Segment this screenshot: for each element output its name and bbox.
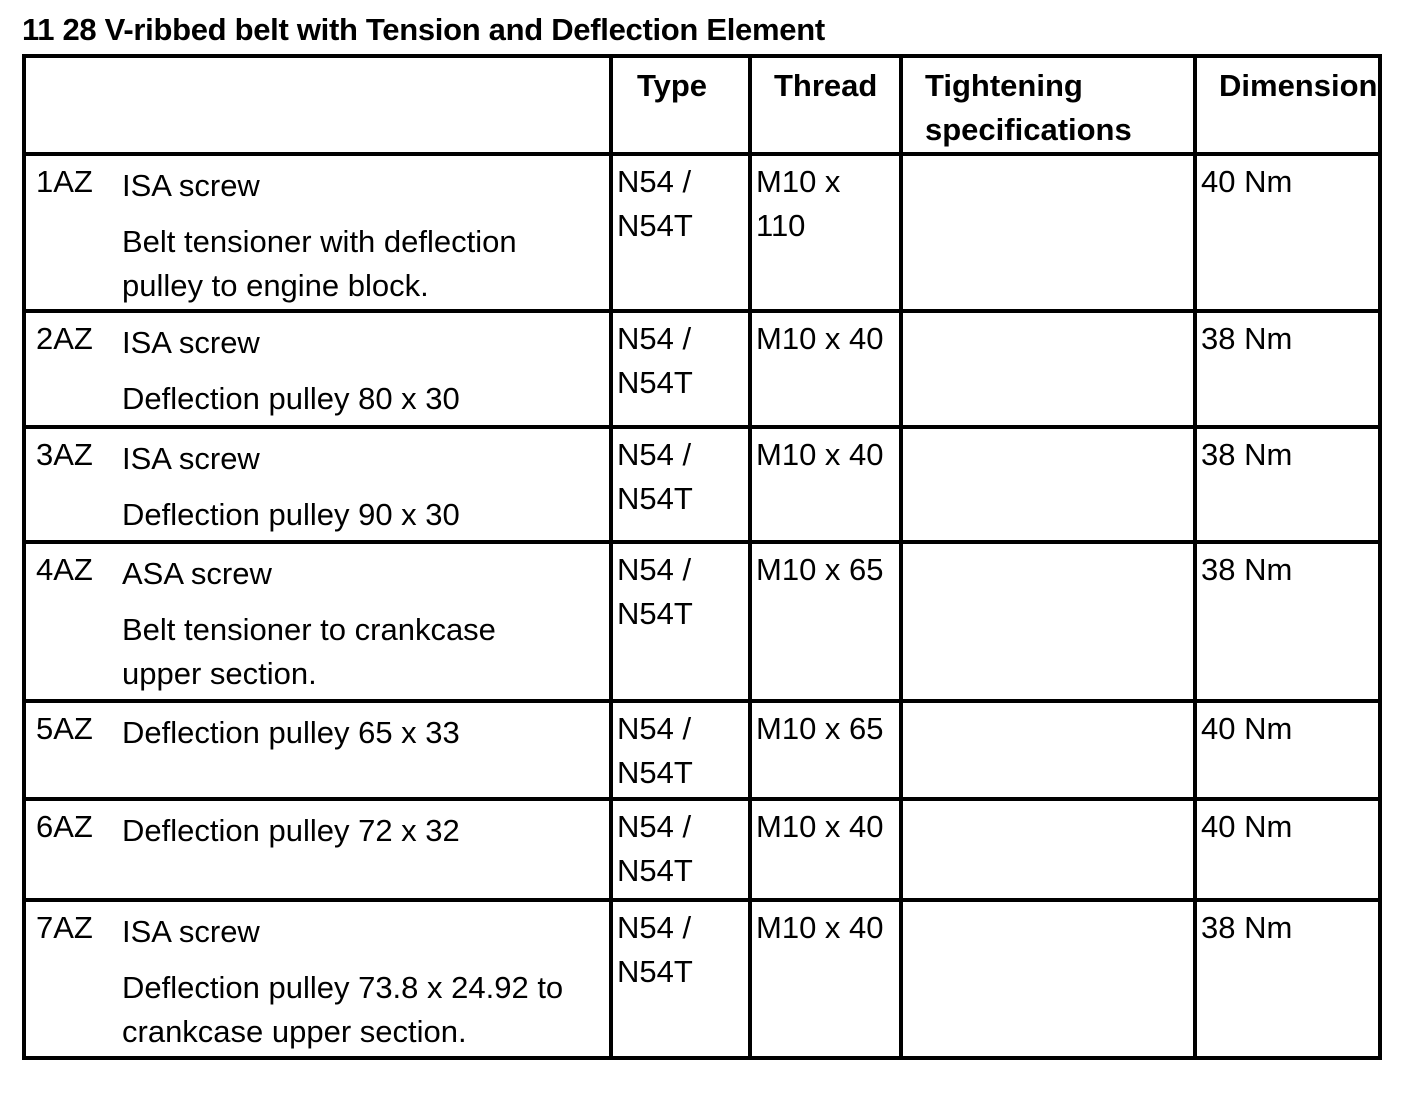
item-name: Deflection pulley 65 x 33 <box>122 715 460 750</box>
type-cell: N54 / N54T <box>611 311 750 427</box>
thread-cell: M10 x 110 <box>750 154 901 311</box>
dimension-cell: 38 Nm <box>1195 542 1380 701</box>
type-cell: N54 / N54T <box>611 701 750 799</box>
type-cell: N54 / N54T <box>611 900 750 1058</box>
item-name: ISA screw <box>122 914 260 949</box>
type-cell: N54 / N54T <box>611 799 750 900</box>
dimension-cell: 40 Nm <box>1195 701 1380 799</box>
item-description: Belt tensioner to crankcase upper section. <box>122 612 496 691</box>
type-cell: N54 / N54T <box>611 542 750 701</box>
thread-cell: M10 x 40 <box>750 427 901 542</box>
item-id: 2AZ <box>36 321 93 356</box>
table-row <box>24 799 1380 900</box>
item-id: 5AZ <box>36 711 93 746</box>
item-description: Deflection pulley 80 x 30 <box>122 381 460 416</box>
item-cell <box>24 701 611 799</box>
thread-cell: M10 x 65 <box>750 542 901 701</box>
item-cell <box>24 154 611 311</box>
page-title: 11 28 V-ribbed belt with Tension and Deflection Element <box>22 12 825 47</box>
item-id: 1AZ <box>36 164 93 199</box>
item-cell <box>24 900 611 1058</box>
table-row <box>24 311 1380 427</box>
table-row <box>24 154 1380 311</box>
spec-table <box>22 54 1382 1060</box>
thread-cell: M10 x 40 <box>750 900 901 1058</box>
tightening-cell <box>901 701 1195 799</box>
header-row <box>24 56 1380 154</box>
tightening-cell <box>901 154 1195 311</box>
item-cell <box>24 799 611 900</box>
tightening-cell <box>901 799 1195 900</box>
table-row <box>24 900 1380 1058</box>
tightening-cell <box>901 311 1195 427</box>
header-type: Type <box>611 56 750 154</box>
header-item <box>24 56 611 154</box>
tightening-cell <box>901 900 1195 1058</box>
item-cell <box>24 311 611 427</box>
header-thread: Thread <box>750 56 901 154</box>
tightening-cell <box>901 427 1195 542</box>
item-id: 4AZ <box>36 552 93 587</box>
item-cell <box>24 427 611 542</box>
thread-cell: M10 x 65 <box>750 701 901 799</box>
item-name: ASA screw <box>122 556 272 591</box>
item-name: ISA screw <box>122 441 260 476</box>
thread-cell: M10 x 40 <box>750 311 901 427</box>
table-row <box>24 427 1380 542</box>
dimension-cell: 40 Nm <box>1195 154 1380 311</box>
header-tightening: Tightening specifications <box>901 56 1195 154</box>
table-row <box>24 701 1380 799</box>
thread-cell: M10 x 40 <box>750 799 901 900</box>
item-name: ISA screw <box>122 168 260 203</box>
dimension-cell: 40 Nm <box>1195 799 1380 900</box>
item-description: Deflection pulley 90 x 30 <box>122 497 460 532</box>
header-dimension: Dimension <box>1195 56 1380 154</box>
type-cell: N54 / N54T <box>611 427 750 542</box>
item-id: 6AZ <box>36 809 93 844</box>
dimension-cell: 38 Nm <box>1195 427 1380 542</box>
item-description: Deflection pulley 73.8 x 24.92 to crankcase upper section. <box>122 970 564 1049</box>
item-name: ISA screw <box>122 325 260 360</box>
item-id: 7AZ <box>36 910 93 945</box>
type-cell: N54 / N54T <box>611 154 750 311</box>
item-description: Belt tensioner with deflection pulley to engine block. <box>122 224 517 303</box>
item-id: 3AZ <box>36 437 93 472</box>
dimension-cell: 38 Nm <box>1195 311 1380 427</box>
item-cell <box>24 542 611 701</box>
tightening-cell <box>901 542 1195 701</box>
dimension-cell: 38 Nm <box>1195 900 1380 1058</box>
item-name: Deflection pulley 72 x 32 <box>122 813 460 848</box>
table-row <box>24 542 1380 701</box>
